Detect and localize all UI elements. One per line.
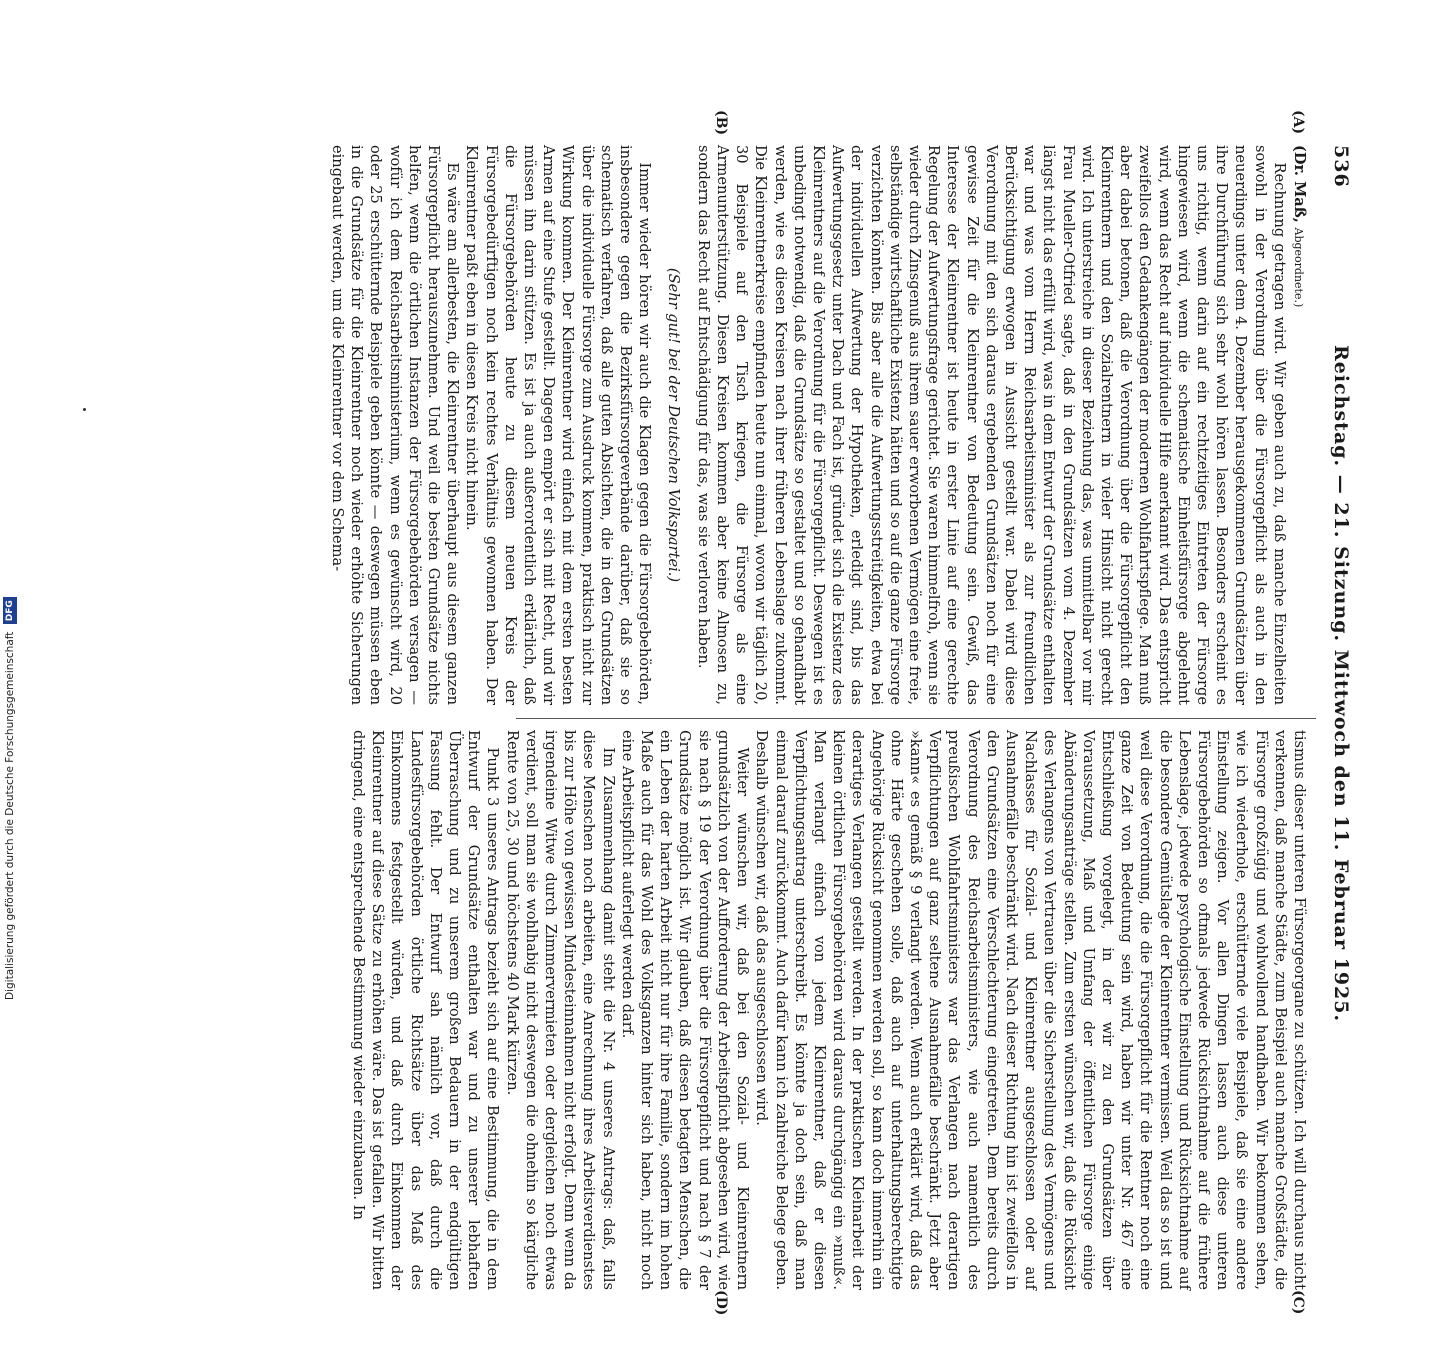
page-header <box>1326 145 1352 1365</box>
speaker-line <box>1289 145 1309 705</box>
margin-mark-b: (B) <box>713 110 729 136</box>
paragraph: Es wäre am allerbesten, die Kleinrentner überhaupt aus diesem ganzen Fürsorgepflicht herauszunehmen. Und weil die besten Grundsätze nichts helfen, wenn die örtlichen Instanzen der Fürsorgebehörden versagen — wofür ich dem Reichsarbeitsministerium, wenn es gewünscht wird, 20 oder 25 erschütternde Beispiele geben könnte — deswegen müssen eben in die Grundsätze für die Kleinrentner noch wieder erhöhte Sicherungen eingebaut werden, um die Kleinrentner vor dem Schema- <box>329 145 462 705</box>
paragraph: Immer wieder hören wir auch die Klagen gegen die Fürsorgebehörden, insbesondere gegen die Bezirksfürsorgeverbände darüber, daß sie so schematisch verfahren, daß alle guten Absichten, die in den Grundsätzen über die individuelle Fürsorge zum Ausdruck kommen, praktisch nicht zur Wirkung kommen. Der Kleinrentner wird einfach mit dem ersten besten Armen auf eine Stufe gestellt. Dagegen empört er sich mit Recht, und wir müssen ihn darin stützen. Es ist ja auch außerordentlich erklärlich, daß die Fürsorgebehörden heute zu diesem neuen Kreis der Fürsorgebedürftigen noch kein rechtes Verhältnis gewonnen haben. Der Kleinrentner paßt eben in diesen Kreis nicht hinein. <box>463 145 654 705</box>
paragraph: Im Zusammenhang damit steht die Nr. 4 unseres Antrags: daß, falls diese Menschen noch arbeiten, eine Anrechnung ihres Arbeitsverdienstes bis zur Höhe von gewissen Mindesteinnahmen nicht erfolgt. Denn wenn da irgendeine Witwe durch Zimmervermieten oder dergleichen noch etwas verdient, soll man sie wohlhabig nicht deswegen die ohnehin so kärgliche Rente von 25, 30 und höchstens 40 Mark kürzen. <box>503 730 617 1290</box>
dfg-logo: DFG <box>3 597 17 624</box>
right-text-column <box>350 730 1309 1290</box>
left-text-column <box>329 145 1309 705</box>
scan-speck <box>83 408 86 411</box>
paragraph: tismus dieser unteren Fürsorgeorgane zu schützen. Ich will durchaus nicht verkennen, daß manche Städte, zum Beispiel auch manche Großstädte, die Fürsorge großzügig und wohlwollend handhaben. Wir bekommen sehen, wie ich wiederhole, erschütternde viele Beispiele, daß sie eine andere Einstellung zeigen. Vor allen Dingen lassen auch diese unteren Fürsorgebehörden so oftmals jedwede Rücksichtnahme auf die frühere Lebenslage, jedwede psychologische Einstellung und Rücksichtnahme auf die besondere Gemütslage der Kleinrentner vermissen. Weil das so ist und weil diese Verordnung, die die Fürsorgepflicht für die Rentner noch eine ganze Zeit von Bedeutung sein wird, haben wir unter Nr. 467 eine Entschließung vorgelegt, in der wir zu den Grundsätzen über Voraussetzung, Maß und Umfang der öffentlichen Fürsorge einige Abänderungsanträge stellen. Zum ersten wünschen wir, daß die Rücksicht des Verlangens von Vertrauen über die Sicherstellung des Vermögens und Nachlasses für Sozial- und Kleinrentner ausgeschlossen oder auf Ausnahmefälle beschränkt wird. Nach dieser Richtung hin ist zweifellos in den Grundsätzen eine Verschlechterung eingetreten. Dem bereits durch Verordnung des Reichsarbeitsministers, wie auch namentlich des preußischen Wohlfahrtsministers war das Verlangen nach derartigen Verpflichtungen auf ganz seltene Ausnahmefälle beschränkt. Jetzt aber »kann« es gemäß § 9 verlangt werden. Wenn auch erklärt wird, daß das ohne Härte geschehen solle, daß auch auf unterhaltungsberechtigte Angehörige Rücksicht genommen werden soll, so kann doch immerhin ein derartiges Verlangen gestellt werden. In der praktischen Kleinarbeit der kleinen örtlichen Fürsorgebehörden wird daraus durchgängig ein »muß«. Man verlangt einfach von jedem Kleinrentner, daß er diesen Verpflichtungsantrag unterschreibt. Es könnte ja doch sein, daß man einmal darauf zurückkommt. Auch dafür kann ich zahlreiche Belege geben. Deshalb wünschen wir, daß das ausgeschlossen wird. <box>753 730 1308 1290</box>
margin-mark-d: (D) <box>713 1290 729 1316</box>
digitization-note: Digitalisierung gefördert durch die Deutsche Forschungsgemeinschaft <box>4 631 16 1000</box>
digitization-note-line <box>1 600 19 1000</box>
digitization-footer <box>1 600 19 1000</box>
page-number: 536 <box>1330 145 1352 188</box>
margin-mark-a: (A) <box>1290 110 1306 135</box>
page-title: Reichstag. — 21. Sitzung. Mittwoch den 11. Februar 1925. <box>1330 345 1352 1023</box>
paragraph: Weiter wünschen wir, daß bei den Sozial- und Kleinrentnern grundsätzlich von der Aufforderung der Arbeitspflicht abgesehen wird, wie sie nach § 19 der Verordnung über die Fürsorgepflicht und nach § 7 der Grundsätze möglich ist. Wir glauben, daß diesen betagten Menschen, die ein Leben der harten Arbeit nicht nur für ihre Familie, sondern im hohen Maße auch für das Wohl des Volksganzen hinter sich haben, nicht noch eine Arbeitspflicht auferlegt werden darf. <box>618 730 752 1290</box>
margin-mark-c: (C) <box>1290 1290 1306 1315</box>
speaker-role: Abgeordnete.) <box>1292 227 1305 308</box>
speaker-name: (Dr. Maß, <box>1291 145 1308 223</box>
interjection: (Sehr gut! bei der Deutschen Volkspartei.) <box>665 267 683 583</box>
paragraph: Punkt 3 unseres Antrags bezieht sich auf eine Bestimmung, die in dem Entwurf der Grundsätze enthalten war und zu unserer lebhaften Überraschung und zu unserem großen Bedauern in der endgültigen Fassung fehlt. Der Entwurf sah nämlich vor, daß durch die Landesfürsorgebehörden örtliche Richtsätze über das Maß des Einkommens festgestellt würden, und daß durch Einkommen der Kleinrentner auf diese Sätze zu erhöhen wäre. Das ist gefallen. Wir bitten dringend, eine entsprechende Bestimmung wieder einzubauen. In <box>350 730 502 1290</box>
paragraph: Rechnung getragen wird. Wir geben auch zu, daß manche Einzelheiten sowohl in der Verordnung über die Fürsorgepflicht als auch in den neuerdings unter dem 4. Dezember herausgekommenen Grundsätzen über ihre Durchführung sich sehr wohl hören lassen. Besonders erscheint es uns richtig, wenn darin auf ein rechtzeitiges Eintreten der Fürsorge hingewiesen wird, wenn die schematische Einheitsfürsorge abgelehnt wird, wenn das Recht auf individuelle Hilfe anerkannt wird. Das entspricht zweifellos den Gedankengängen der modernen Wohlfahrtspflege. Man muß aber dabei betonen, daß die Verordnung über die Fürsorgepflicht den Kleinrentnern und den Sozialrentnern in vieler Hinsicht nicht gerecht wird. Ich unterstreiche in dieser Beziehung das, was unmittelbar vor mir Frau Mueller-Otfried sagte, daß in den Grundsätzen vom 4. Dezember längst nicht das erfüllt wird, was in dem Entwurf der Grundsätze enthalten war und was vom Herrn Reichsarbeitsminister als zur freundlichen Berücksichtigung erwogen in Aussicht gestellt war. Dabei wird diese Verordnung mit den sich daraus ergebenden Grundsätzen noch für eine gewisse Zeit für die Kleinrentner von Bedeutung sein. Gewiß, das Interesse der Kleinrentner ist heute in erster Linie auf eine gerechte Regelung der Aufwertungsfrage gerichtet. Sie waren himmelfroh, wenn sie wieder durch Zinsgenuß aus ihrem sauer erworbenen Vermögen eine freie, selbständige wirtschaftliche Existenz hätten und so auf die ganze Fürsorge verzichten könnten. Bis aber alle die Aufwertungsstreitigkeiten, etwa bei der individuellen Aufwertung der Hypotheken, erledigt sind, bis das Aufwertungsgesetz unter Dach und Fach ist, gründet sich die Existenz des Kleinrentners auf die Verordnung für die Fürsorgepflicht. Deswegen ist es unbedingt notwendig, daß die Grundsätze so gestaltet und so gehandhabt werden, wie es diesen Kreisen nach ihrer früheren Lebenslage zukommt. Die Kleinrentnerkreise empfinden heute nun einmal, wovon wir täglich 20, 30 Beispiele auf den Tisch kriegen, die Fürsorge als eine Armenunterstützung. Diesen Kreisen kommen aber keine Almosen zu, sondern das Recht auf Entschädigung für das, was sie verloren haben. <box>694 145 1288 705</box>
column-divider <box>516 718 1316 719</box>
